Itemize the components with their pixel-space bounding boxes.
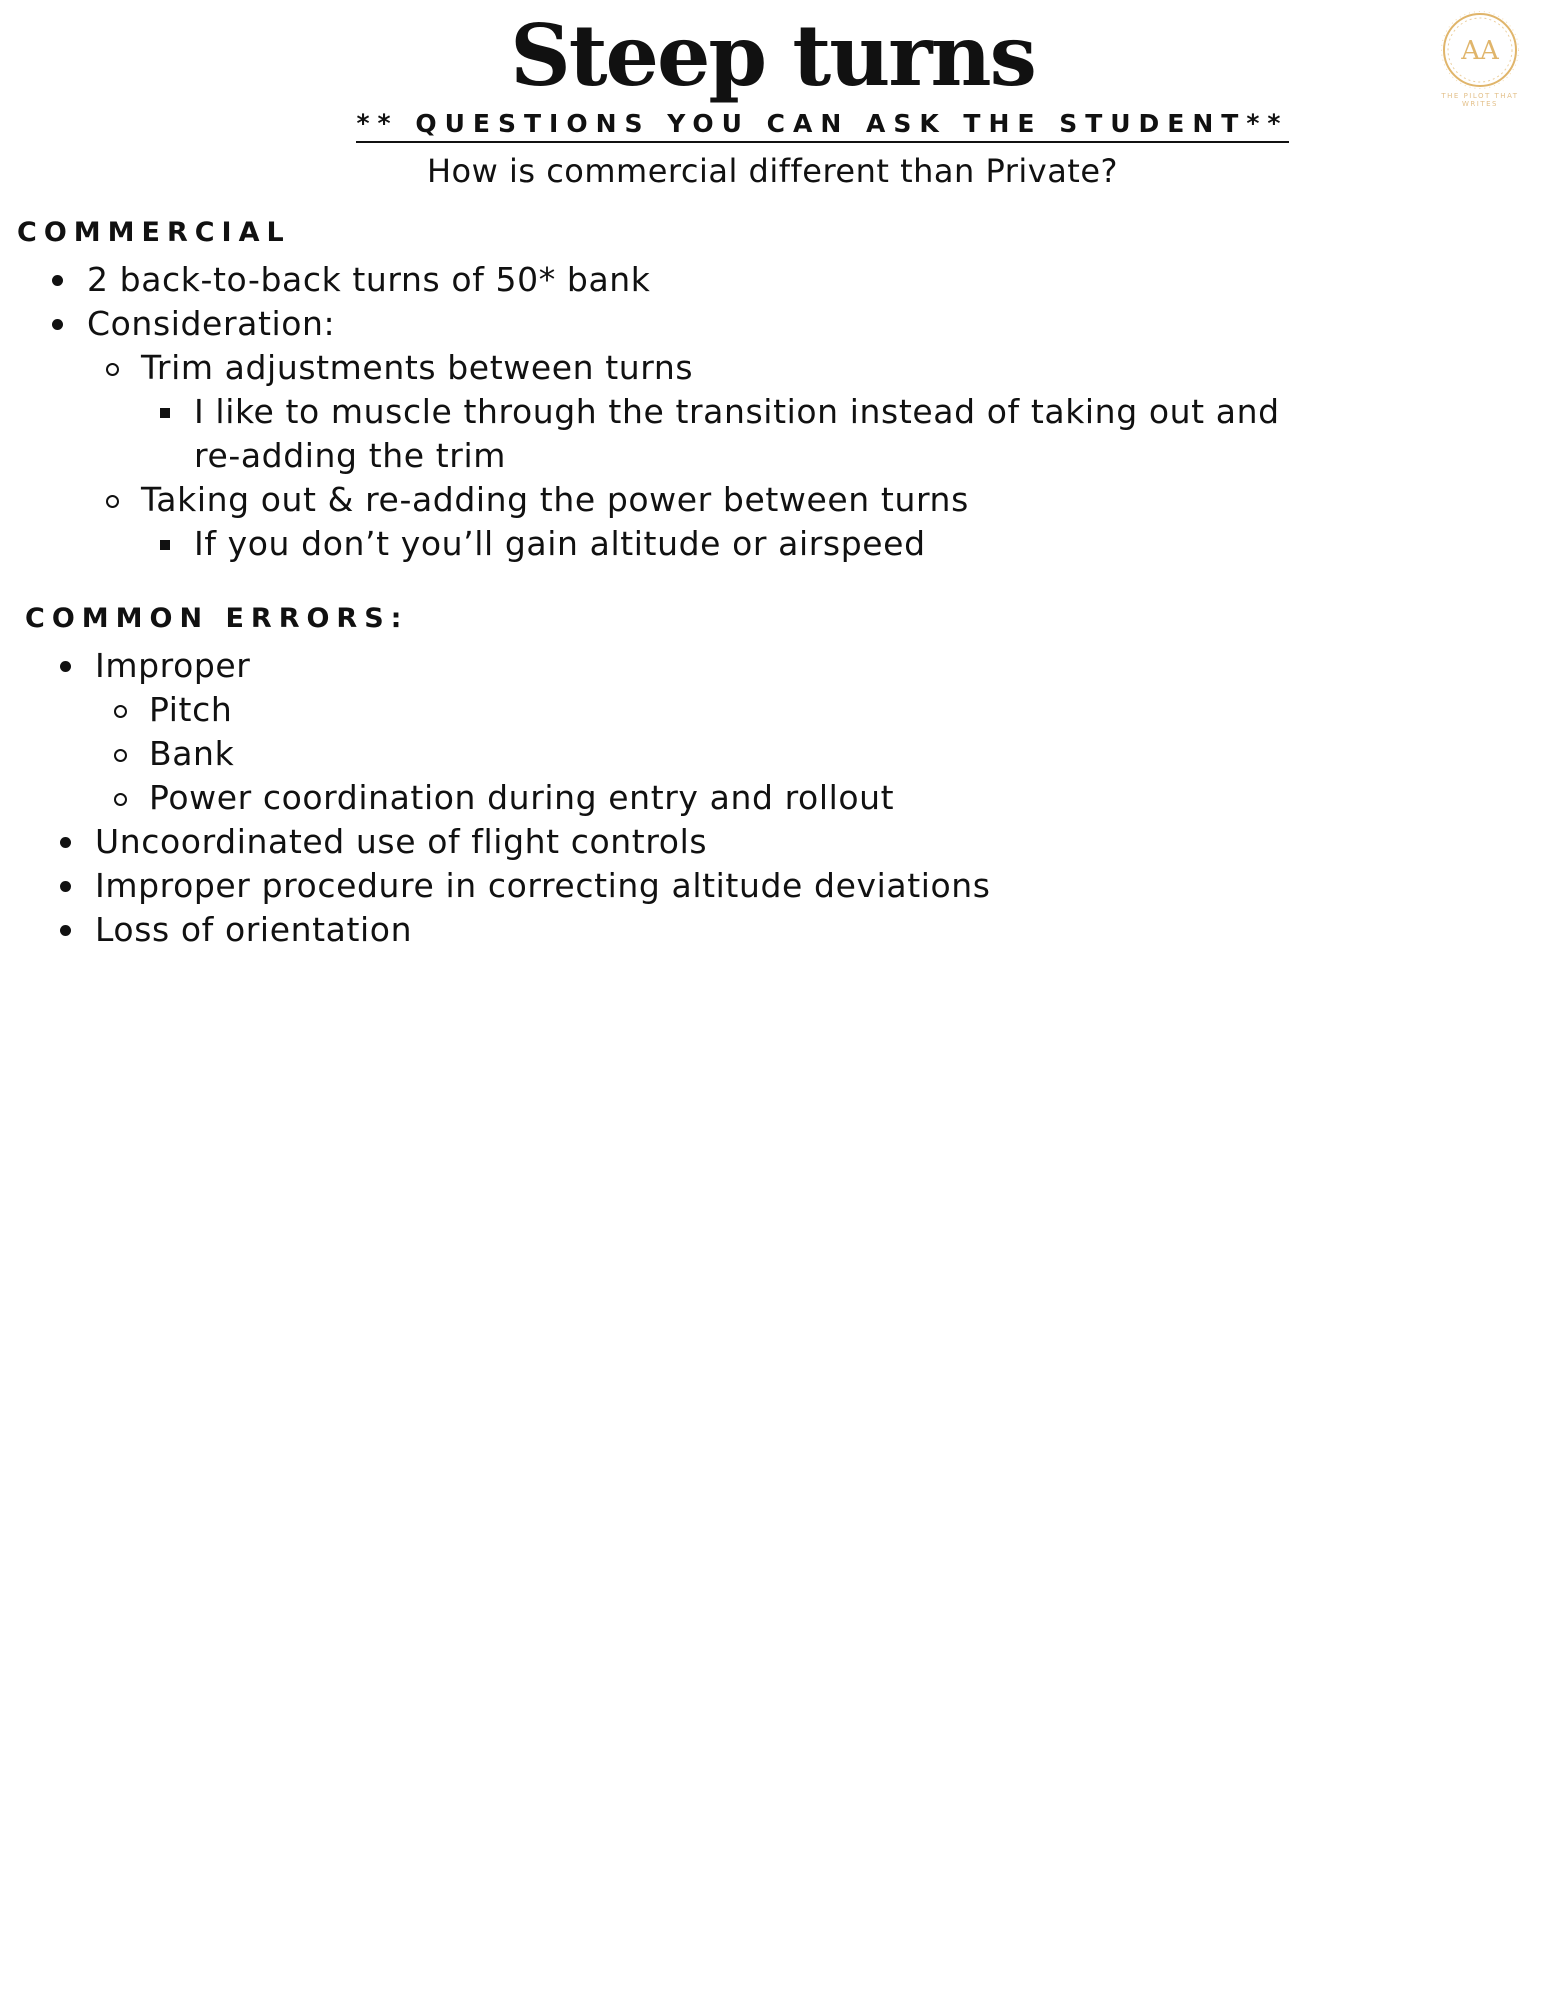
list-item: Loss of orientation [8,908,1348,952]
bullet-circle-icon [114,749,127,762]
list-item: 2 back-to-back turns of 50* bank [0,258,1340,302]
list-item: Improper procedure in correcting altitude deviations [8,864,1348,908]
bullet-disc-icon [60,925,71,936]
common-errors-heading: COMMON ERRORS: [25,603,409,634]
bullet-square-icon [160,408,170,418]
list-item: Taking out & re-adding the power between turns [0,478,1340,522]
common-errors-list [8,644,1348,952]
bullet-disc-icon [60,661,71,672]
bullet-disc-icon [60,837,71,848]
bullet-circle-icon [106,495,119,508]
bullet-disc-icon [52,275,63,286]
list-item: Improper [8,644,1348,688]
bullet-disc-icon [52,319,63,330]
bullet-circle-icon [106,363,119,376]
logo-caption: THE PILOT THAT WRITES [1441,92,1519,108]
list-item: Bank [8,732,1348,776]
list-item: Power coordination during entry and rollout [8,776,1348,820]
commercial-heading: COMMERCIAL [17,217,291,248]
list-item: If you don’t you’ll gain altitude or airspeed [0,522,1340,566]
bullet-disc-icon [60,881,71,892]
bullet-circle-icon [114,793,127,806]
bullet-circle-icon [114,705,127,718]
questions-subtitle: ** QUESTIONS YOU CAN ASK THE STUDENT** [356,108,1288,143]
list-item: Pitch [8,688,1348,732]
logo-monogram: AA [1461,36,1499,66]
list-item: Consideration: [0,302,1340,346]
list-item: Trim adjustments between turns [0,346,1340,390]
bullet-square-icon [160,540,170,550]
commercial-list [0,258,1340,566]
list-item: I like to muscle through the transition instead of taking out and re-adding the trim [0,390,1340,478]
subtitle-container [0,108,1545,143]
page-title: Steep turns [510,6,1035,105]
aa-monogram-logo-icon [1440,10,1520,90]
list-item: Uncoordinated use of flight controls [8,820,1348,864]
question-text: How is commercial different than Private? [426,152,1119,190]
